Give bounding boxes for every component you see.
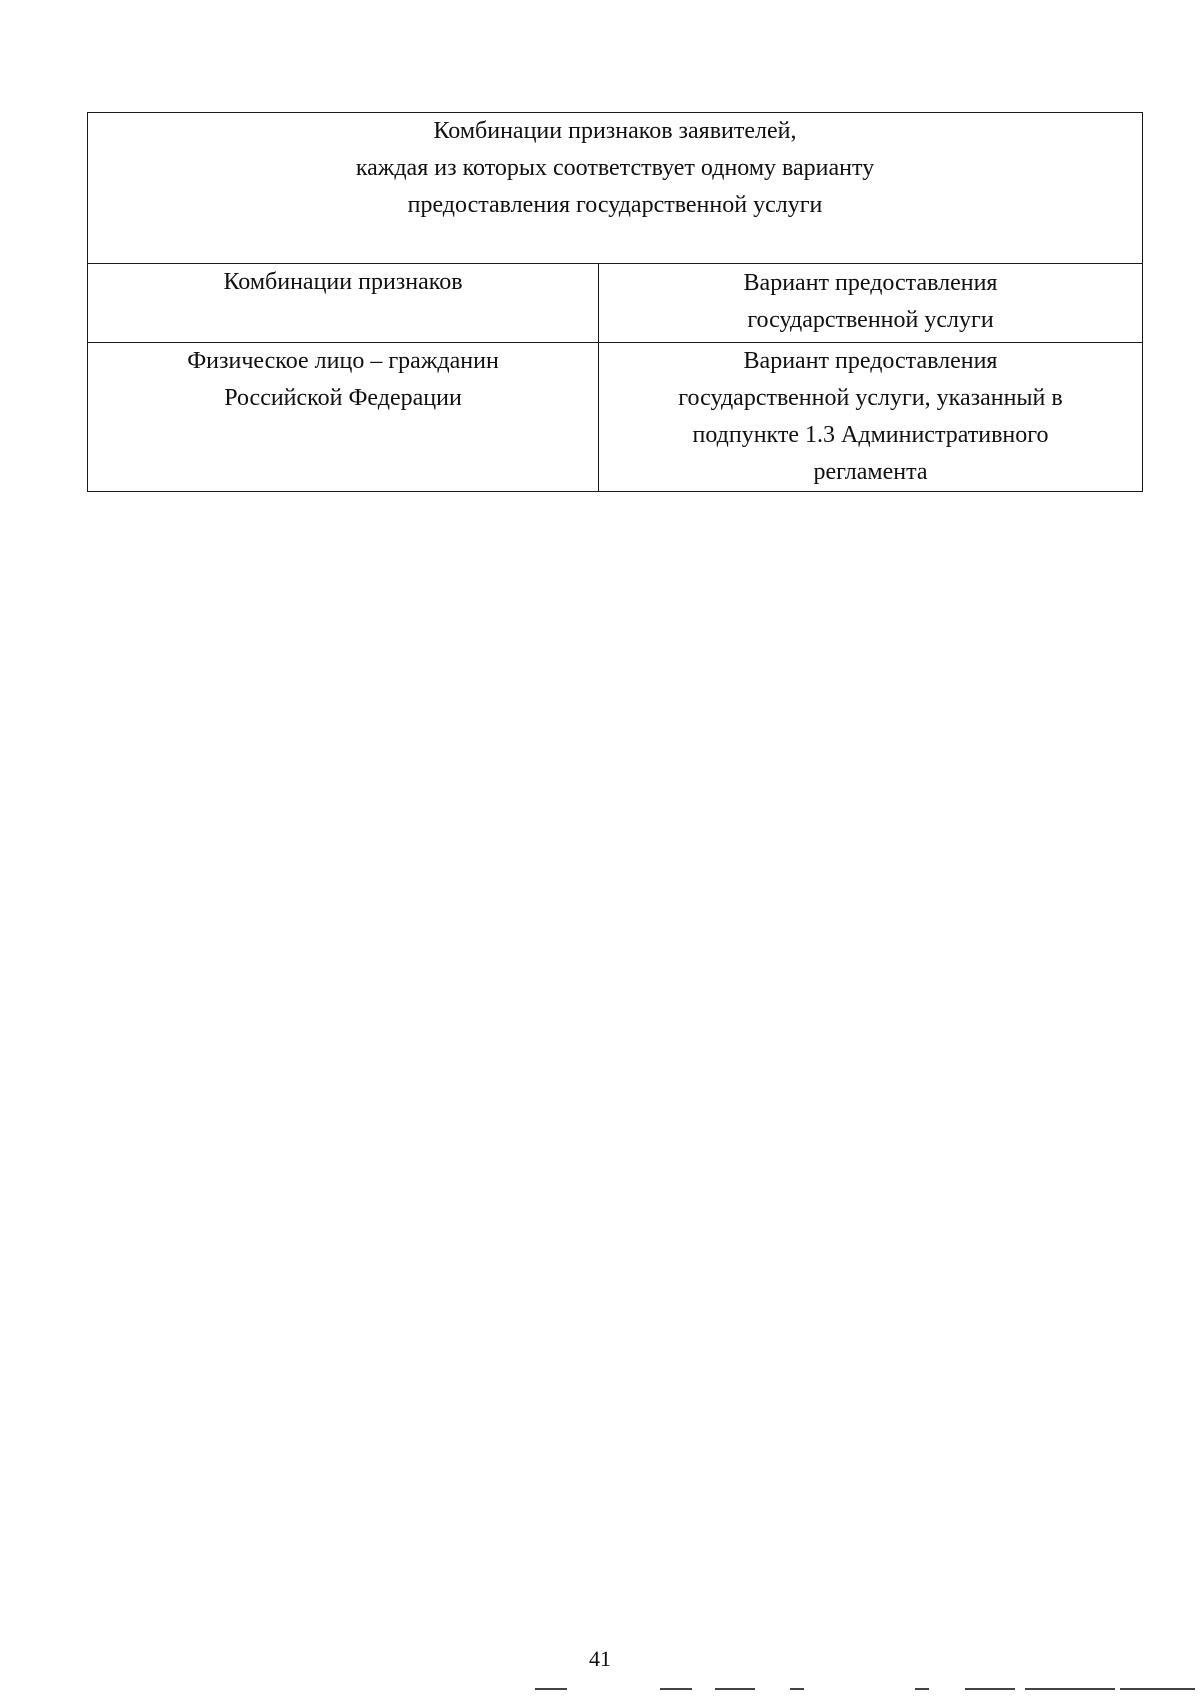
row-variant-line: подпункте 1.3 Административного — [692, 422, 1049, 448]
scan-mark — [915, 1688, 929, 1690]
row-combination-line: Российской Федерации — [224, 385, 462, 411]
scan-mark — [790, 1688, 804, 1690]
table-title-row — [88, 113, 1143, 264]
scan-mark — [660, 1688, 692, 1690]
table-title-line: каждая из которых соответствует одному варианту — [355, 155, 875, 181]
row-combination-line: Физическое лицо – гражданин — [187, 348, 499, 374]
scan-artifact-lines — [0, 1685, 1200, 1695]
header-variant-line: государственной услуги — [747, 307, 994, 333]
scan-mark — [715, 1688, 755, 1690]
page-number: 41 — [589, 1646, 611, 1671]
scan-mark — [965, 1688, 1015, 1690]
scan-mark — [1120, 1688, 1195, 1690]
row-variant-line: Вариант предоставления — [743, 348, 998, 374]
table-title-line: Комбинации признаков заявителей, — [433, 118, 797, 144]
header-variant-line: Вариант предоставления — [743, 270, 998, 296]
table-title — [88, 113, 1143, 264]
row-combination-cell — [88, 343, 599, 492]
row-variant-line: регламента — [813, 459, 928, 485]
header-variant — [599, 264, 1143, 343]
header-combinations-label: Комбинации признаков — [223, 269, 463, 295]
scan-mark — [1025, 1688, 1115, 1690]
row-variant-cell — [599, 343, 1143, 492]
table-header-row — [88, 264, 1143, 343]
header-combinations — [88, 264, 599, 343]
table-title-line: предоставления государственной услуги — [407, 192, 823, 218]
row-variant-line: государственной услуги, указанный в — [678, 385, 1063, 411]
applicant-combinations-table — [87, 112, 1143, 492]
table-row — [88, 343, 1143, 492]
scan-mark — [535, 1688, 567, 1690]
